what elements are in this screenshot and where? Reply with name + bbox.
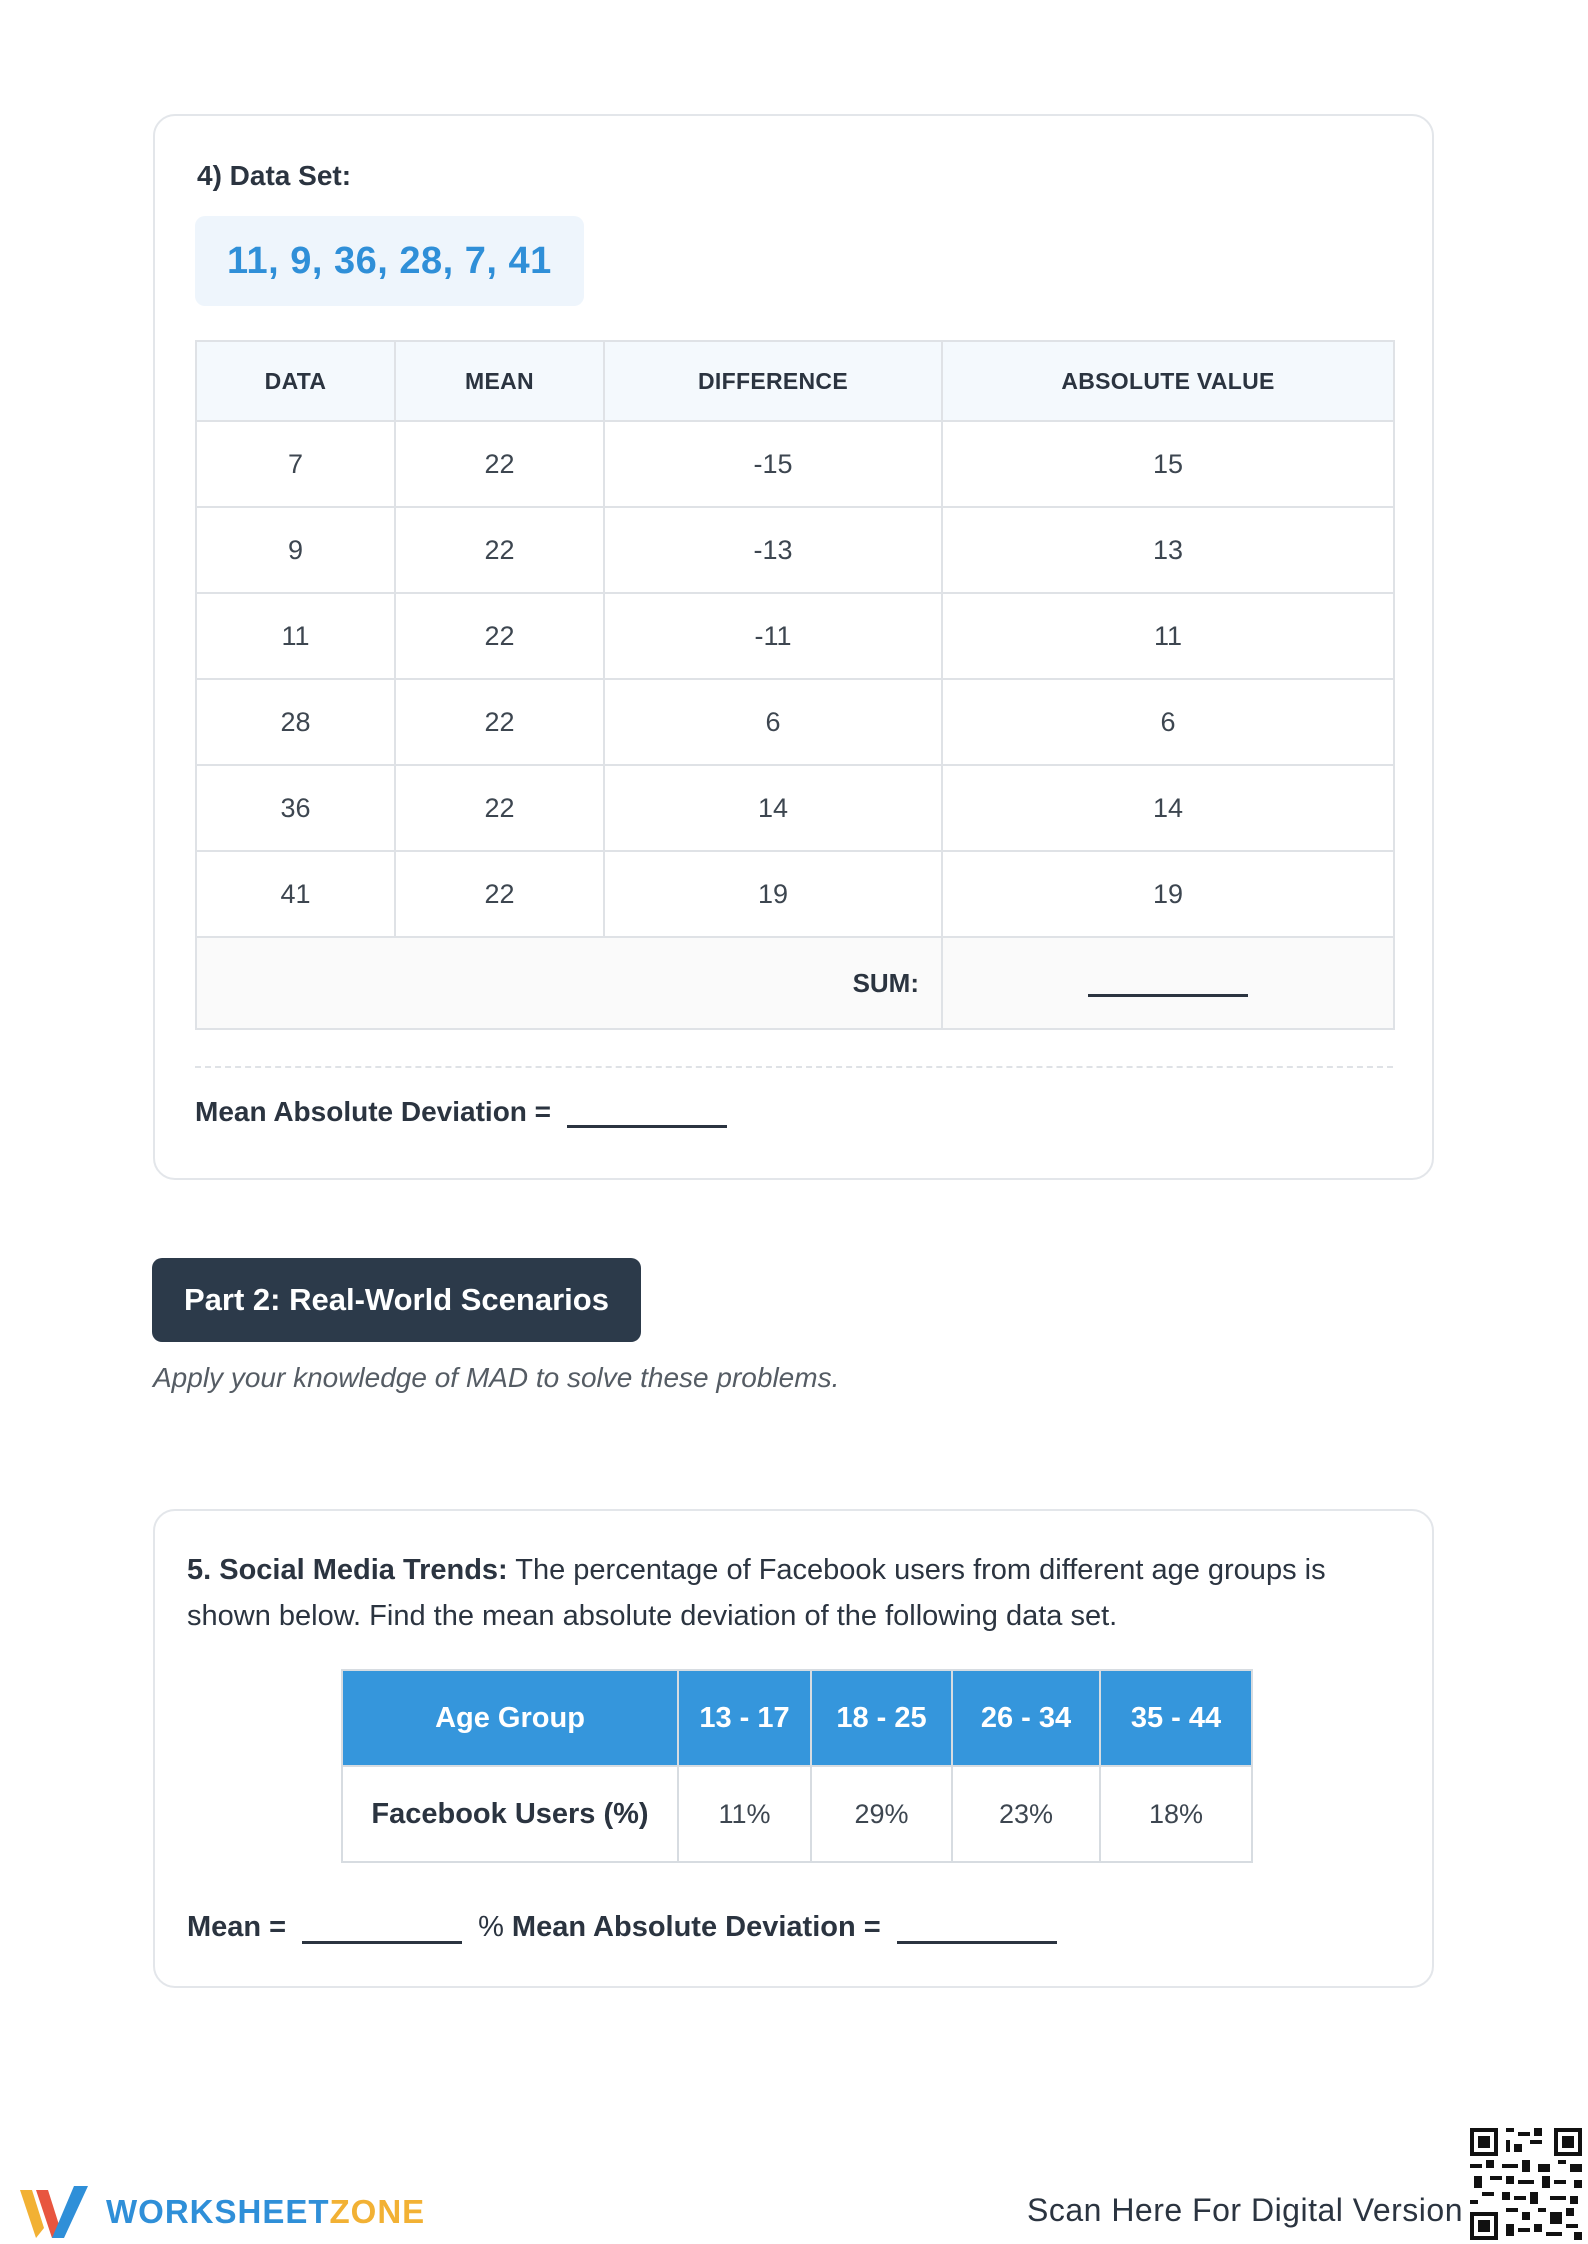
cell-mean: 22 [395,421,604,507]
sum-answer-cell [942,937,1394,1029]
mad-label-5: Mean Absolute Deviation = [511,1911,881,1943]
problem-4-card [153,114,1434,1180]
problem-5-text: The percentage of Facebook users from different age groups is shown below. Find the mean absolute deviation of the following data set. [187,1554,1326,1632]
sum-label: SUM: [196,937,942,1029]
cell-absolute-value: 11 [942,593,1394,679]
facebook-users-value: 29% [811,1766,952,1862]
dashed-divider [195,1066,1393,1068]
header-data: DATA [196,341,395,421]
age-group-cell: 13 - 17 [678,1670,811,1766]
age-group-label: Age Group [342,1670,678,1766]
age-group-cell: 35 - 44 [1100,1670,1252,1766]
part-2-banner: Part 2: Real-World Scenarios [152,1258,641,1342]
cell-absolute-value: 6 [942,679,1394,765]
cell-data: 41 [196,851,395,937]
part-2-subtitle: Apply your knowledge of MAD to solve these problems. [153,1362,840,1393]
cell-data: 7 [196,421,395,507]
qr-code-icon[interactable] [1470,2128,1582,2240]
cell-mean: 22 [395,851,604,937]
cell-difference: -15 [604,421,942,507]
cell-difference: -11 [604,593,942,679]
worksheetzone-logo[interactable] [18,2184,425,2240]
mean-answer-blank[interactable] [302,1914,462,1944]
problem-5-card [153,1509,1434,1988]
facebook-users-value: 23% [952,1766,1100,1862]
brand-name: WORKSHEETZONE [106,2193,426,2230]
problem-5-question [187,1547,1417,1639]
table-row [196,593,1394,679]
scan-text: Scan Here For Digital Version [1026,2192,1463,2228]
mean-label: Mean = [187,1911,287,1943]
cell-data: 36 [196,765,395,851]
header-absolute-value: ABSOLUTE VALUE [942,341,1394,421]
cell-mean: 22 [395,507,604,593]
mad-answer-blank-5[interactable] [897,1914,1057,1944]
mad-answer-blank[interactable] [567,1100,727,1128]
problem-5-answers [187,1911,1073,1944]
w-logo-icon [18,2184,92,2240]
facebook-users-value: 18% [1100,1766,1252,1862]
table-row [196,679,1394,765]
cell-data: 28 [196,679,395,765]
cell-mean: 22 [395,765,604,851]
facebook-users-value: 11% [678,1766,811,1862]
table-row [196,421,1394,507]
cell-difference: 14 [604,765,942,851]
cell-difference: -13 [604,507,942,593]
mad-table [195,340,1395,1030]
header-mean: MEAN [395,341,604,421]
cell-data: 11 [196,593,395,679]
cell-data: 9 [196,507,395,593]
data-set-box: 11, 9, 36, 28, 7, 41 [195,216,584,306]
header-difference: DIFFERENCE [604,341,942,421]
age-group-cell: 26 - 34 [952,1670,1100,1766]
cell-difference: 6 [604,679,942,765]
facebook-users-table [341,1669,1253,1863]
table-row [196,507,1394,593]
problem-5-label: 5. Social Media Trends: [187,1554,508,1586]
age-group-header-row [342,1670,1252,1766]
problem-4-title: 4) Data Set: [197,160,352,191]
cell-absolute-value: 19 [942,851,1394,937]
mad-table-header-row [196,341,1394,421]
table-row [196,851,1394,937]
cell-mean: 22 [395,679,604,765]
sum-row [196,937,1394,1029]
age-group-cell: 18 - 25 [811,1670,952,1766]
facebook-users-label: Facebook Users (%) [342,1766,678,1862]
cell-mean: 22 [395,593,604,679]
mad-label: Mean Absolute Deviation = [195,1096,552,1127]
cell-absolute-value: 15 [942,421,1394,507]
cell-absolute-value: 14 [942,765,1394,851]
facebook-users-row [342,1766,1252,1862]
cell-absolute-value: 13 [942,507,1394,593]
mad-answer-line [195,1096,727,1128]
percent-symbol: % [478,1911,504,1943]
sum-answer-blank[interactable] [1088,971,1248,997]
cell-difference: 19 [604,851,942,937]
table-row [196,765,1394,851]
